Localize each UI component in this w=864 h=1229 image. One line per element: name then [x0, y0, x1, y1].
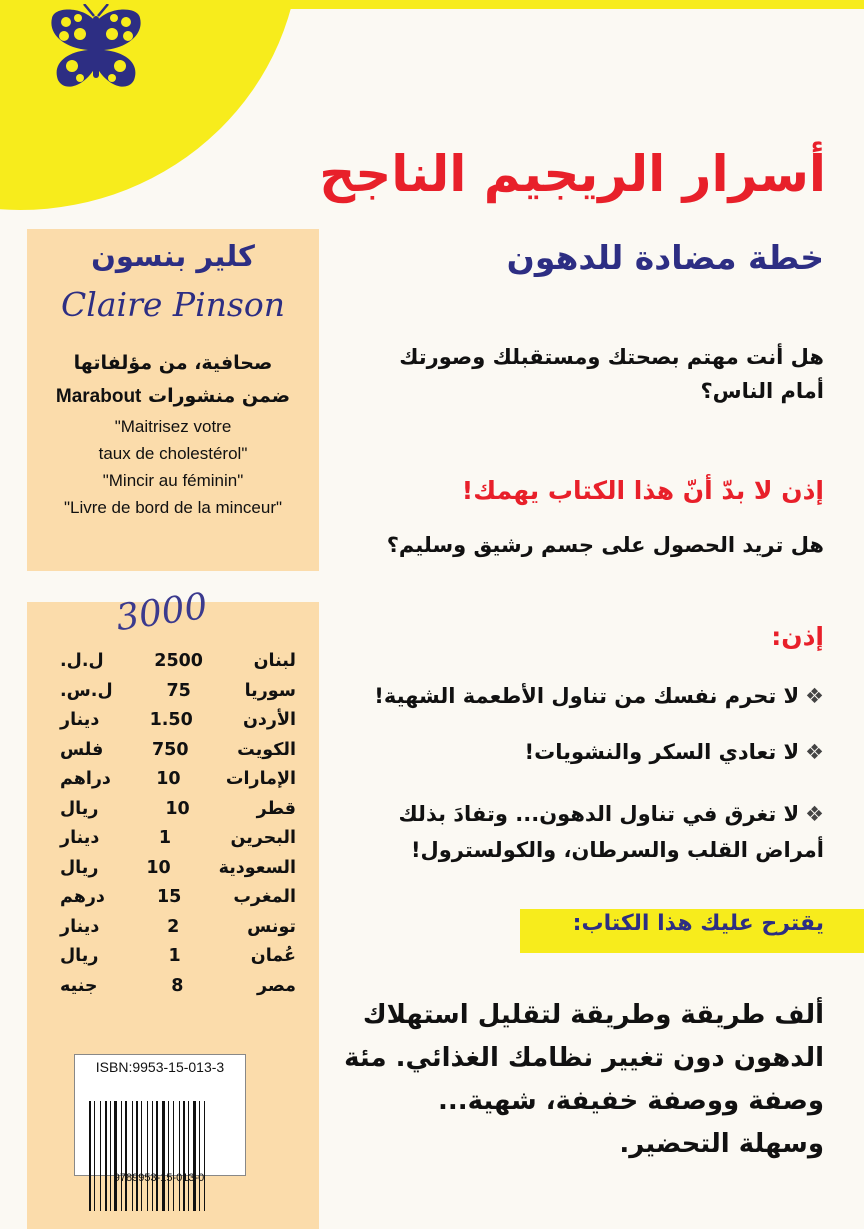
price-line: السعودية 10 ريال: [60, 857, 296, 878]
barcode-bar: [173, 1101, 174, 1211]
author-box: [27, 229, 319, 571]
closing-paragraph: ألف طريقة وطريقة لتقليل استهلاك الدهون دون تغيير نظامك الغذائي. مئة وصفة ووصفة خفيفة، شهية... وسهلة التحضير.: [344, 1000, 824, 1159]
barcode-bar: [183, 1101, 185, 1211]
book-title: أسرار الريجيم الناجح: [319, 145, 826, 203]
barcode-bar: [162, 1101, 165, 1211]
barcode-bar: [156, 1101, 158, 1211]
price-line: الكويت 750 فلس: [60, 739, 296, 760]
bullet-text: لا تحرم نفسك من تناول الأطعمة الشهية!: [374, 684, 800, 708]
price-line: تونس 2 دينار: [60, 916, 296, 937]
barcode-bar: [110, 1101, 111, 1211]
barcode-bar: [193, 1101, 196, 1211]
price-line: الإمارات 10 دراهم: [60, 769, 296, 789]
book-title-line: "Maitrisez votre: [114, 417, 232, 436]
bullet-item: [354, 796, 824, 868]
price-line: سوريا 75 ل.س.: [60, 680, 296, 701]
bullet-item: [354, 678, 824, 714]
barcode-bar: [136, 1101, 138, 1211]
price-line: الأردن 1.50 دينار: [60, 710, 296, 730]
barcode-bar: [114, 1101, 117, 1211]
bullet-text: لا تغرق في تناول الدهون... وتفادَ بذلك أمراض القلب والسرطان، والكولسترول!: [398, 802, 824, 862]
handwritten-price: 3000: [113, 585, 211, 640]
heading-2: إذن:: [771, 622, 824, 651]
barcode-bars: [89, 1101, 231, 1211]
bullet-diamond-icon: ❖: [805, 802, 824, 826]
author-name-arabic: كلير بنسون: [91, 239, 255, 273]
barcode-bar: [141, 1101, 142, 1211]
bullet-diamond-icon: ❖: [805, 684, 824, 708]
barcode-bar: [199, 1101, 200, 1211]
barcode-bar: [132, 1101, 133, 1211]
bullet-item: [354, 734, 824, 770]
barcode-bar: [89, 1101, 91, 1211]
question-1: هل أنت مهتم بصحتك ومستقبلك وصورتك أمام الناس؟: [399, 345, 824, 403]
barcode-bar: [94, 1101, 95, 1211]
book-subtitle: خطة مضادة للدهون: [506, 238, 824, 277]
barcode-bar: [125, 1101, 127, 1211]
price-line: المغرب 15 درهم: [60, 887, 296, 907]
book-title-line: taux de cholestérol": [98, 444, 248, 463]
price-line: مصر 8 جنيه: [60, 975, 297, 996]
bio-line: صحافية، من مؤلفاتها: [73, 352, 273, 374]
barcode: [74, 1054, 246, 1176]
isbn-label: ISBN:9953-15-013-3: [95, 1059, 225, 1075]
book-title-line: "Livre de bord de la minceur": [63, 498, 283, 517]
barcode-bar: [204, 1101, 205, 1211]
suggest-heading: يقترح عليك هذا الكتاب:: [572, 911, 824, 936]
barcode-bar: [168, 1101, 169, 1211]
price-line: عُمان 1 ريال: [60, 946, 296, 966]
barcode-bar: [147, 1101, 148, 1211]
bio-text: ضمن منشورات: [148, 385, 291, 407]
butterfly-icon: [44, 4, 148, 96]
barcode-bar: [105, 1101, 107, 1211]
barcode-bar: [179, 1101, 180, 1211]
question-2: هل تريد الحصول على جسم رشيق وسليم؟: [386, 533, 824, 557]
heading-1: إذن لا بدّ أنّ هذا الكتاب يهمك!: [461, 476, 824, 505]
price-line: قطر 10 ريال: [60, 798, 296, 819]
bullet-text: لا تعادي السكر والنشويات!: [524, 740, 800, 764]
barcode-bar: [188, 1101, 189, 1211]
isbn-number: 9789953-15-013-0: [113, 1172, 205, 1184]
publisher-name: Marabout: [55, 386, 142, 407]
author-name-latin: Claire Pinson: [61, 285, 285, 324]
barcode-bar: [152, 1101, 153, 1211]
price-line: لبنان 2500 ل.ل.: [60, 651, 296, 671]
author-bio: [27, 347, 319, 521]
bullet-diamond-icon: ❖: [805, 740, 824, 764]
barcode-bar: [100, 1101, 101, 1211]
bio-line: [27, 380, 319, 413]
price-line: البحرين 1 دينار: [60, 828, 296, 848]
book-title-line: "Mincir au féminin": [102, 471, 244, 490]
barcode-bar: [121, 1101, 122, 1211]
price-list: [60, 647, 296, 1001]
